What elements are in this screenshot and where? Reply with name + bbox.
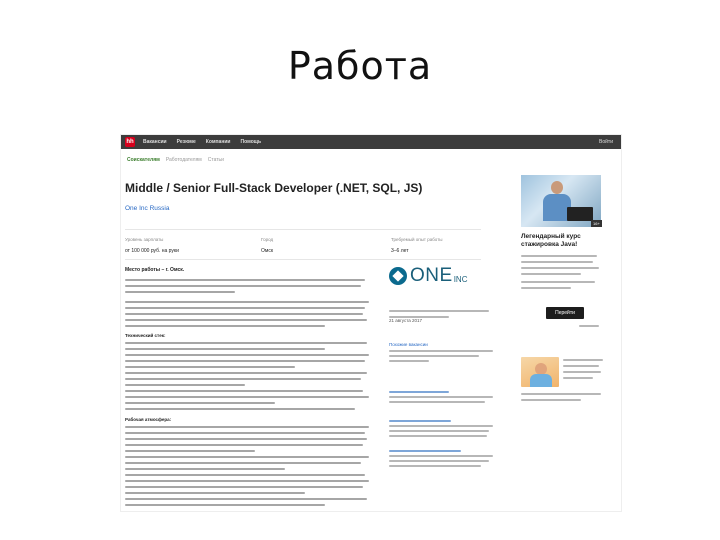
- tech-item-line: [125, 408, 355, 410]
- work-location: Место работы – г. Омск.: [125, 267, 185, 273]
- similar-title-line: [389, 420, 451, 422]
- tech-item-line: [125, 384, 245, 386]
- ad-text-line: [521, 255, 597, 257]
- ad-text-line: [521, 281, 595, 283]
- similar-line: [389, 360, 429, 362]
- tech-item-line: [125, 402, 275, 404]
- ad2-text-line: [563, 359, 603, 361]
- vacancy-title: Middle / Senior Full-Stack Developer (.NET, SQL, JS): [125, 181, 423, 195]
- one-inc-logo-text: ONE: [410, 265, 453, 286]
- divider: [125, 229, 481, 230]
- tech-item-line: [125, 360, 365, 362]
- description-line: [125, 319, 367, 321]
- conditions-line: [125, 456, 369, 458]
- similar-vacancies-block: [389, 342, 499, 362]
- description-line: [125, 307, 365, 309]
- similar-line: [389, 425, 493, 427]
- similar-line: [389, 350, 493, 352]
- conditions-line: [125, 474, 365, 476]
- city-value: Омск: [261, 248, 274, 254]
- similar-line: [389, 401, 485, 403]
- conditions-line: [125, 468, 285, 470]
- ad2-text-line: [563, 377, 593, 379]
- similar-line: [389, 455, 493, 457]
- tech-item-line: [125, 342, 367, 344]
- ad-text-line: [521, 261, 593, 263]
- screenshot-panel: [120, 134, 622, 512]
- tech-item-line: [125, 372, 367, 374]
- tech-item-line: [125, 354, 369, 356]
- ad2-text-line: [521, 399, 581, 401]
- ad-title[interactable]: [521, 233, 581, 249]
- ad2-text-line: [521, 393, 601, 395]
- conditions-line: [125, 450, 255, 452]
- city-label: Город: [261, 237, 274, 242]
- conditions-line: [125, 486, 363, 488]
- subnav-item-employers[interactable]: Работодателям: [165, 157, 202, 163]
- experience-label: Требуемый опыт работы: [391, 237, 443, 242]
- similar-line: [389, 355, 479, 357]
- tech-item-line: [125, 366, 295, 368]
- salary-value: от 100 000 руб. на руки: [125, 248, 179, 254]
- conditions-line: [125, 492, 305, 494]
- similar-vacancies-heading[interactable]: Похожие вакансии: [389, 342, 428, 347]
- publish-date: 21 августа 2017: [389, 318, 423, 323]
- info-line: [389, 310, 489, 312]
- description-line: [125, 313, 363, 315]
- similar-line: [389, 460, 489, 462]
- ad-title-line: Легендарный курс: [521, 233, 581, 240]
- conditions-line: [125, 498, 367, 500]
- conditions-line: [125, 432, 365, 434]
- ad-text-line: [521, 267, 599, 269]
- ad-text-line: [521, 273, 581, 275]
- conditions-line: [125, 426, 369, 428]
- description-line: [125, 325, 325, 327]
- similar-vacancy-4[interactable]: [389, 447, 499, 467]
- nav-item-vacancies[interactable]: Вакансии: [143, 139, 167, 145]
- similar-line: [389, 396, 493, 398]
- subnav-item-jobseekers[interactable]: Соискателям: [127, 157, 160, 163]
- top-navigation-bar: [121, 135, 621, 149]
- tech-item-line: [125, 378, 361, 380]
- nav-item-help[interactable]: Помощь: [240, 139, 262, 145]
- ad2-image[interactable]: [521, 357, 559, 387]
- conditions-heading: Рабочая атмосфера:: [125, 417, 172, 422]
- ad-text-line: [579, 325, 599, 327]
- nav-item-resume[interactable]: Резюме: [176, 139, 196, 145]
- login-link[interactable]: Войти: [599, 139, 613, 145]
- divider: [125, 259, 481, 260]
- tech-item-line: [125, 390, 363, 392]
- tech-item-line: [125, 396, 369, 398]
- one-inc-logo[interactable]: [389, 265, 467, 287]
- conditions-line: [125, 504, 325, 506]
- subnav-item-articles[interactable]: Статьи: [207, 157, 224, 163]
- tech-stack-heading: Технический стек:: [125, 333, 166, 338]
- laptop-icon: [567, 207, 593, 221]
- conditions-line: [125, 444, 363, 446]
- experience-value: 3–6 лет: [391, 248, 409, 254]
- sub-navigation: [121, 155, 224, 165]
- description-line: [125, 279, 365, 281]
- similar-line: [389, 435, 487, 437]
- similar-line: [389, 465, 481, 467]
- ad-go-button[interactable]: Перейти: [546, 307, 584, 319]
- employer-info: [389, 307, 499, 318]
- conditions-line: [125, 480, 369, 482]
- salary-label: Уровень зарплаты: [125, 237, 164, 242]
- conditions-line: [125, 462, 361, 464]
- hh-logo[interactable]: hh: [126, 139, 134, 145]
- description-line: [125, 285, 361, 287]
- ad-title-line: стажировка Java!: [521, 241, 578, 248]
- company-link[interactable]: One Inc Russia: [125, 205, 170, 212]
- ad2-text-line: [563, 365, 599, 367]
- ad-text-line: [521, 287, 571, 289]
- similar-title-line: [389, 450, 461, 452]
- conditions-line: [125, 438, 367, 440]
- tech-item-line: [125, 348, 325, 350]
- age-badge: 16+: [593, 221, 600, 226]
- description-line: [125, 301, 369, 303]
- nav-item-companies[interactable]: Компании: [205, 139, 231, 145]
- similar-vacancy-3[interactable]: [389, 417, 499, 437]
- description-line: [125, 291, 235, 293]
- similar-vacancy-2[interactable]: [389, 388, 499, 403]
- slide-title: Работа: [287, 44, 433, 88]
- one-inc-logo-suffix: INC: [453, 275, 468, 284]
- ad2-text-line: [563, 371, 601, 373]
- one-inc-mark-icon: [389, 267, 407, 285]
- similar-line: [389, 430, 489, 432]
- similar-title-line: [389, 391, 449, 393]
